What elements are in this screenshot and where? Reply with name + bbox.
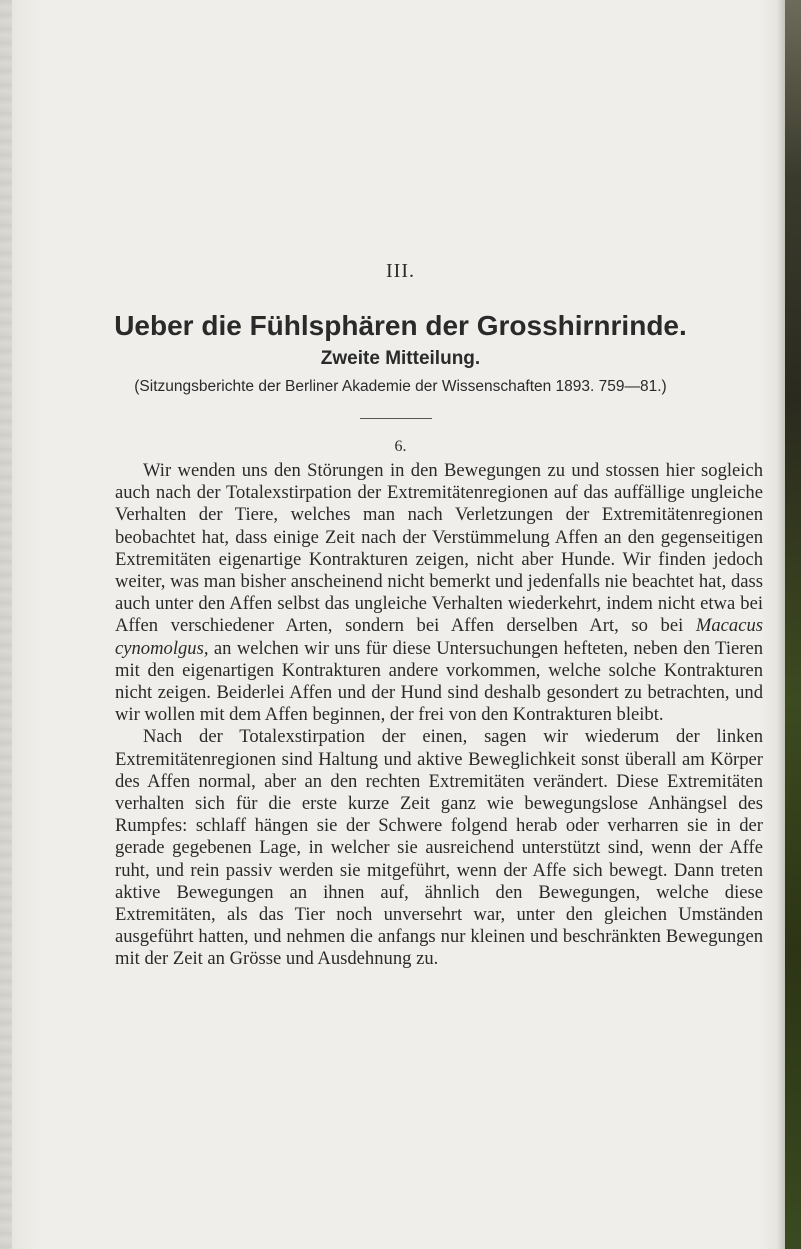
page-left-margin-shadow xyxy=(0,0,12,1249)
section-number: 6. xyxy=(394,438,407,455)
paragraph-2: Nach der Totalexstirpation der einen, sagen wir wiederum der linken Extremitätenregionen sind Haltung und aktive Beweglichkeit sonst überall am Körper des Affen normal, aber an den rechten Extremitäten verändert. Diese Extremitäten verhalten sich für die erste kurze Zeit ganz wie bewegungslose Anhängsel des Rumpfes: schlaff hängen sie der Schwere folgend herab oder verharren sie in der gerade gegebenen Lage, in welcher sie ausreichend unterstützt sind, wenn der Affe ruht, und rein passiv werden sie mitgeführt, wenn der Affe sich bewegt. Dann treten aktive Bewegungen an ihnen auf, ähnlich den Bewegungen, welche diese Extremitäten, als das Tier noch unversehrt war, unter den gleichen Umständen ausgeführt hatten, und nehmen die anfangs nur kleinen und beschränkten Bewegungen mit der Zeit an Grösse und Ausdehnung zu. xyxy=(115,726,763,970)
chapter-numeral: III. xyxy=(386,260,415,282)
paragraph-1 xyxy=(115,460,763,726)
paragraph-1-part-b: , an welchen wir uns für diese Untersuchungen hefteten, neben den Tieren mit den eigenartigen Kontrakturen andere vorkommen, welche solche Kontrakturen nicht zeigen. Beiderlei Affen und der Hund sind deshalb gesondert zu betrachten, und wir wollen mit dem Affen beginnen, der frei von den Kontrakturen bleibt. xyxy=(115,637,763,726)
source-citation: (Sitzungsberichte der Berliner Akademie der Wissenschaften 1893. 759—81.) xyxy=(134,378,667,395)
body-text xyxy=(115,460,763,971)
article-subtitle: Zweite Mitteilung. xyxy=(320,348,481,369)
species-name: Macacus cynomolgus xyxy=(115,615,763,659)
article-title: Ueber die Fühlsphären der Grosshirnrinde. xyxy=(114,310,687,341)
paragraph-1-part-a: Wir wenden uns den Störungen in den Bewegungen zu und stossen hier sogleich auch nach der Totalexstirpation der Extremitätenregionen auf das auffällige ungleiche Verhalten der Tiere, welches man nach Verletzungen der Extremitätenregionen beobachtet hat, dass einige Zeit nach der Verstümmelung Affen an den gegenseitigen Extremitäten eigenartige Kontrakturen zeigen, nicht aber Hunde. Wir finden jedoch weiter, was man bisher anscheinend nicht bemerkt und jedenfalls nie beachtet hat, dass auch unter den Affen selbst das ungleiche Verhalten wiederkehrt, indem nicht etwa bei Affen verschiedener Arten, sondern bei Affen derselben Art, so bei xyxy=(115,460,763,637)
separator-rule xyxy=(360,418,432,419)
book-edge-strip xyxy=(785,0,801,1249)
